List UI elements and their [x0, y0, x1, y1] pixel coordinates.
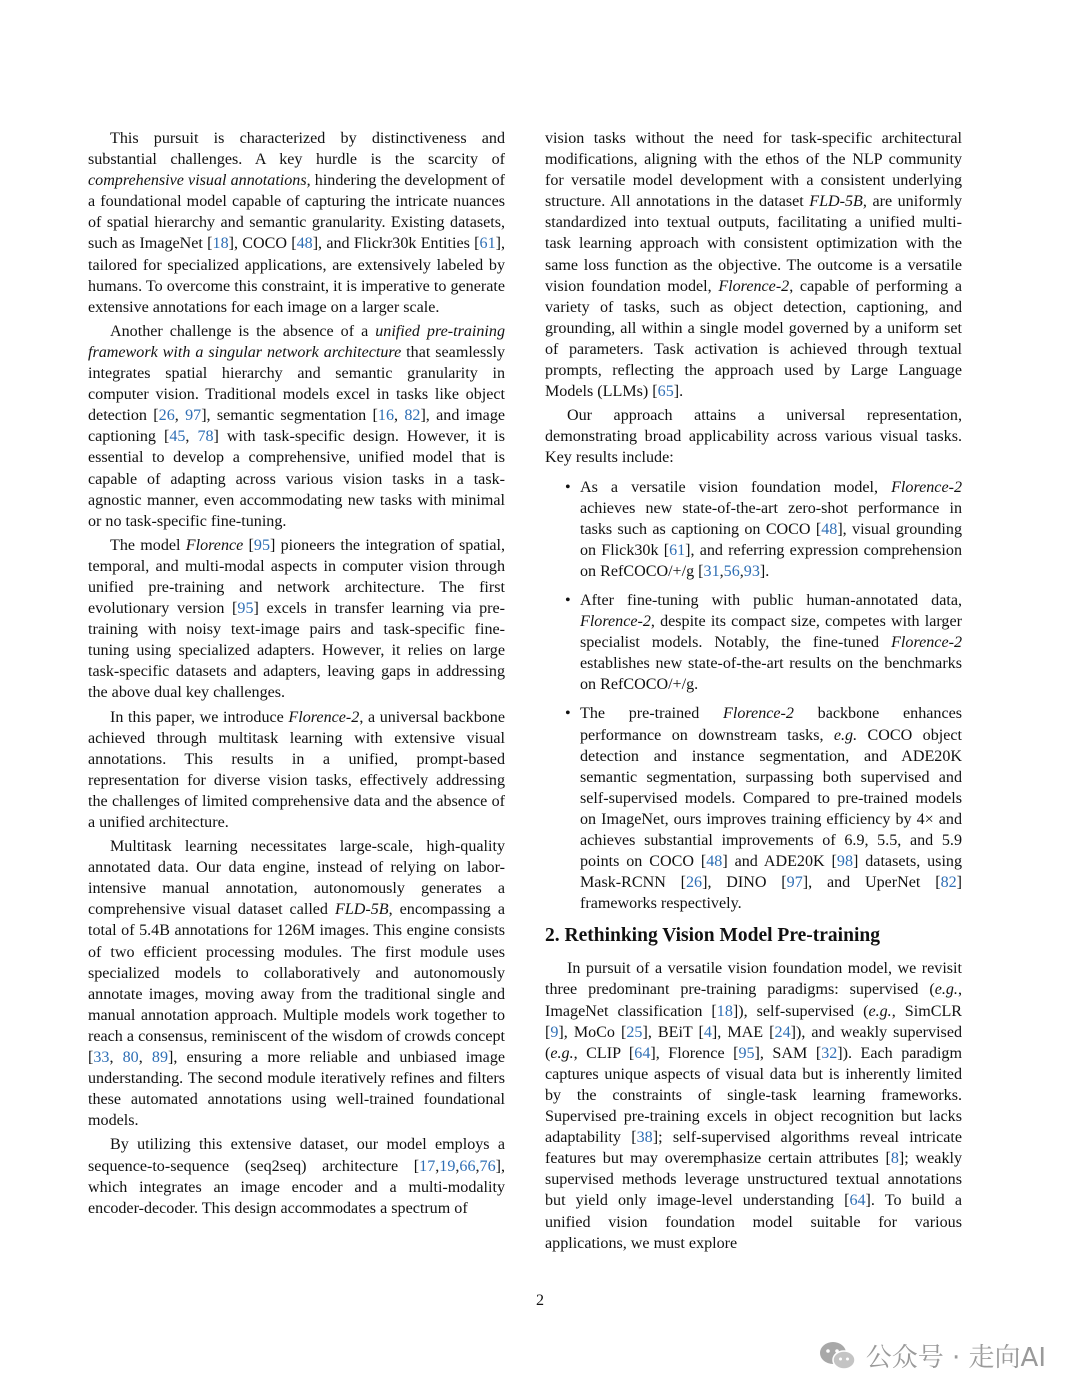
paragraph: This pursuit is characterized by distinctiveness and substantial challenges. A key hurdle is the scarcity of comprehensive visual annotations, hindering the development of a foundational model capable of capturing the intricate nuances of spatial hierarchy and semantic granularity. Existing datasets, such as ImageNet [18], COCO [48], and Flickr30k Entities [61], tailored for specialized applications, are extensively labeled by humans. To overcome this constraint, it is imperative to generate extensive annotations for each image on a larger scale. [88, 130, 505, 316]
page-number: 2 [535, 1292, 545, 1309]
watermark-text: 公众号 · 走向AI [865, 1343, 1046, 1373]
key-results-list [545, 477, 962, 915]
citation-link[interactable]: 61 [479, 235, 496, 253]
paragraph: In pursuit of a versatile vision foundation model, we revisit three predominant pre-training paradigms: supervised (e.g., ImageNet classification [18]), self-supervised (e.g., SimCLR [9], MoCo [25], BEiT [4], MAE [24]), and weakly supervised (e.g., CLIP [64], Florence [95], SAM [32]). Each paradigm captures unique aspects of visual data but is inherently limited by the constraints of single-task learning frameworks. Supervised pre-training excels in object recognition but lacks adaptability [38]; self-supervised algorithms reveal intricate features but may overemphasize certain attributes [8]; weakly supervised methods leverage unstructured textual annotations but yield only image-level understanding [64]. To build a unified vision foundation model suitable for various applications, we must explore [545, 960, 963, 1252]
left-column [88, 128, 505, 1222]
citation-link[interactable]: 56 [723, 562, 740, 580]
citation-link[interactable]: 45 [169, 428, 186, 446]
citation-link[interactable]: 32 [821, 1044, 838, 1062]
citation-link[interactable]: 76 [479, 1157, 496, 1175]
citation-link[interactable]: 89 [151, 1049, 168, 1067]
citation-link[interactable]: 26 [158, 407, 175, 425]
citation-link[interactable]: 9 [550, 1023, 559, 1041]
citation-link[interactable]: 95 [253, 536, 270, 554]
citation-link[interactable]: 4 [703, 1023, 712, 1041]
section-heading: 2. Rethinking Vision Model Pre-training [545, 925, 880, 947]
citation-link[interactable]: 66 [459, 1157, 476, 1175]
citation-link[interactable]: 64 [634, 1044, 651, 1062]
citation-link[interactable]: 78 [197, 428, 214, 446]
citation-link[interactable]: 95 [738, 1044, 755, 1062]
paragraph: In this paper, we introduce Florence-2, a universal backbone achieved through multitask learning with extensive visual annotations. This results in a unified, prompt-based representation for diverse vision tasks, effectively addressing the challenges of limited comprehensive data and the absence of a unified architecture. [88, 708, 505, 831]
citation-link[interactable]: 80 [122, 1049, 139, 1067]
list-item: • After fine-tuning with public human-annotated data, Florence-2, despite its compact size, competes with larger specialist models. Notably, the fine-tuned Florence-2 establishes new state-of-the-art results on the benchmarks on RefCOCO/+/g. [545, 590, 962, 695]
citation-link[interactable]: 48 [706, 853, 723, 871]
citation-link[interactable]: 17 [419, 1157, 436, 1175]
citation-link[interactable]: 26 [686, 874, 703, 892]
citation-link[interactable]: 61 [669, 541, 686, 559]
paragraph: Another challenge is the absence of a unified pre-training framework with a singular network architecture that seamlessly integrates spatial hierarchy and semantic granularity in computer vision. Traditional models excel in tasks like object detection [26, 97], semantic segmentation [16, 82], and image captioning [45, 78] with task-specific design. However, it is essential to develop a comprehensive, unified model that is capable of adapting across various vision tasks in a task-agnostic manner, even accommodating new tasks with minimal or no task-specific fine-tuning. [88, 322, 506, 530]
citation-link[interactable]: 48 [821, 520, 838, 538]
citation-link[interactable]: 25 [626, 1023, 643, 1041]
paragraph: By utilizing this extensive dataset, our model employs a sequence-to-sequence (seq2seq) architecture [17,19,66,76], which integrates an image encoder and a multi-modality encoder-decoder. This design accommodates a spectrum of [88, 1136, 505, 1217]
citation-link[interactable]: 64 [849, 1192, 866, 1210]
list-item: • The pre-trained Florence-2 backbone enhances performance on downstream tasks, e.g. COCO object detection and instance segmentation, and ADE20K semantic segmentation, surpassing both supervised and self-supervised models. Compared to pre-trained models on ImageNet, ours improves training efficiency by 4× and achieves substantial improvements of 6.9, 5.5, and 5.9 points on COCO [48] and ADE20K [98] datasets, using Mask-RCNN [26], DINO [97], and UperNet [82] frameworks respectively. [545, 703, 962, 914]
citation-link[interactable]: 82 [940, 874, 957, 892]
citation-link[interactable]: 95 [237, 600, 254, 618]
citation-link[interactable]: 38 [636, 1129, 653, 1147]
paragraph: The model Florence [95] pioneers the integration of spatial, temporal, and multi-modal aspects in computer vision through unified pre-training and network architecture. The first evolutionary version [95] excels in transfer learning via pre-training with noisy text-image pairs and task-specific fine-tuning using specialized adapters. However, it relies on large task-specific datasets and adapters, leaving gaps in addressing the above dual key challenges. [88, 536, 505, 702]
citation-link[interactable]: 19 [439, 1157, 456, 1175]
paragraph: Our approach attains a universal representation, demonstrating broad applicability across various visual tasks. Key results include: [545, 407, 962, 467]
citation-link[interactable]: 33 [93, 1049, 110, 1067]
citation-link[interactable]: 93 [743, 562, 760, 580]
paragraph: Multitask learning necessitates large-scale, high-quality annotated data. Our data engine, instead of relying on labor-intensive manual annotation, autonomously generates a comprehensive visual dataset called FLD-5B, encompassing a total of 5.4B annotations for 126M images. This engine consists of two efficient processing modules. The first module uses specialized models to collaboratively and autonomously annotate images, moving away from the traditional single and manual annotation approach. Multiple models work together to reach a consensus, reminiscent of the wisdom of crowds concept [33, 80, 89], ensuring a more reliable and unbiased image understanding. The second module iteratively refines and filters these automated annotations using well-trained foundational models. [88, 838, 506, 1130]
watermark [818, 1337, 1046, 1374]
citation-link[interactable]: 48 [296, 235, 313, 253]
citation-link[interactable]: 8 [890, 1150, 899, 1168]
citation-link[interactable]: 18 [212, 235, 229, 253]
citation-link[interactable]: 65 [657, 383, 674, 401]
citation-link[interactable]: 98 [836, 853, 853, 871]
citation-link[interactable]: 18 [716, 1002, 733, 1020]
citation-link[interactable]: 97 [185, 407, 202, 425]
citation-link[interactable]: 31 [703, 562, 720, 580]
citation-link[interactable]: 97 [786, 874, 803, 892]
wechat-icon [818, 1339, 858, 1373]
citation-link[interactable]: 24 [774, 1023, 791, 1041]
list-item: • As a versatile vision foundation model, Florence-2 achieves new state-of-the-art zero-shot performance in tasks such as captioning on COCO [48], visual grounding on Flick30k [61], and referring expression comprehension on RefCOCO/+/g [31,56,93]. [545, 477, 962, 582]
paragraph: vision tasks without the need for task-specific architectural modifications, aligning with the ethos of the NLP community for versatile model development with a consistent underlying structure. All annotations in the dataset FLD-5B, are uniformly standardized into textual outputs, facilitating a unified multi-task learning approach with consistent optimization with the same loss function as the objective. The outcome is a versatile vision foundation model, Florence-2, capable of performing a variety of tasks, such as object detection, captioning, and grounding, all within a single model governed by a uniform set of parameters. Task activation is achieved through textual prompts, reflecting the approach used by Large Language Models (LLMs) [65]. [545, 130, 962, 401]
citation-link[interactable]: 16 [377, 407, 394, 425]
right-column [545, 128, 962, 1257]
citation-link[interactable]: 82 [404, 407, 421, 425]
